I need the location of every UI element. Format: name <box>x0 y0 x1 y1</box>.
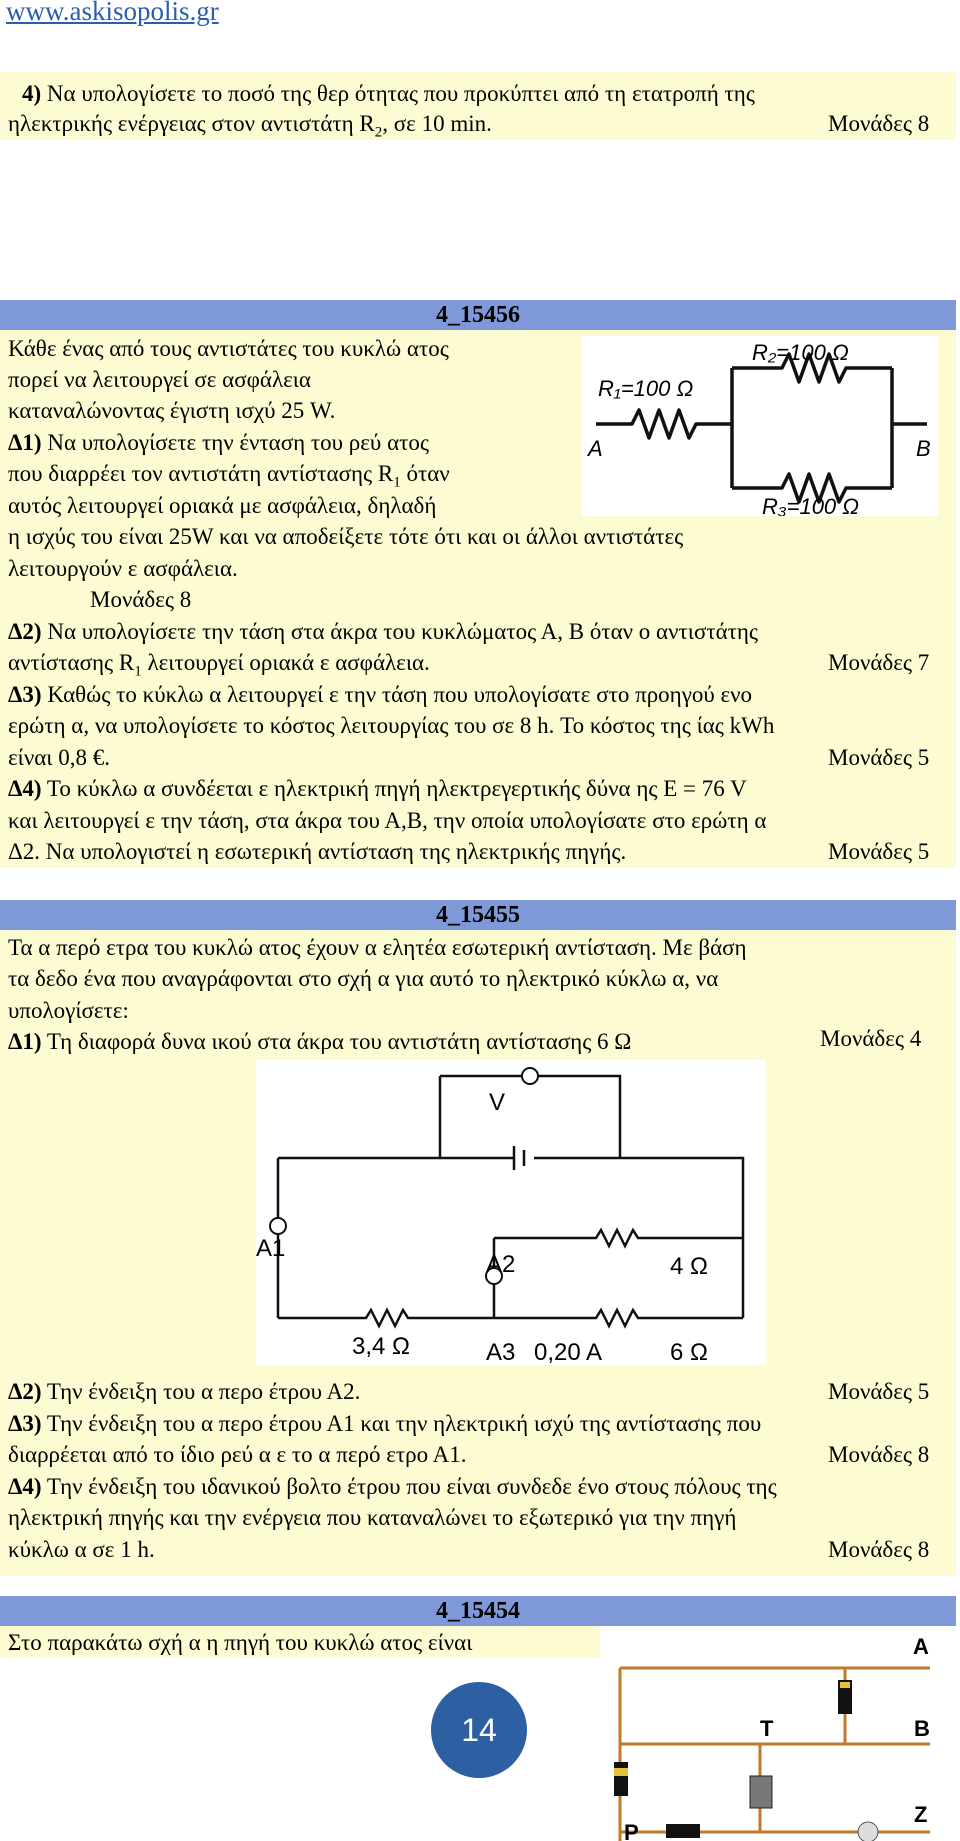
p15455-line: υπολογίσετε: <box>8 998 129 1023</box>
p15456-marks: Μονάδες 5 <box>828 745 930 770</box>
p15456-line: λειτουργούν ε ασφάλεια. <box>8 556 238 581</box>
p15456-line: καταναλώνοντας έγιστη ισχύ 25 W. <box>8 398 336 423</box>
photo-label-z: Z <box>914 1802 928 1827</box>
resistor-circuit-figure <box>582 336 938 516</box>
p15456-marks: Μονάδες 7 <box>828 650 930 675</box>
resistor-34-label: 3,4 Ω <box>352 1333 410 1360</box>
p15456-line: είναι 0,8 €. <box>8 745 110 770</box>
p15455-d4: Δ4) Την ένδειξη του ιδανικού βολτο έτρου που είναι συνδεδε ένο στους πόλους της <box>8 1474 777 1499</box>
photo-label-a: A <box>913 1634 929 1659</box>
p15455-d2: Δ2) Την ένδειξη του α περο έτρου Α2. <box>8 1379 361 1404</box>
problem-code-bar: 4_15454 <box>0 1596 956 1626</box>
p15455-marks: Μονάδες 8 <box>828 1442 930 1467</box>
photo-label-p: P <box>624 1820 639 1841</box>
p15455-line: Τα α περό ετρα του κυκλώ ατος έχουν α ελητέα εσωτερική αντίσταση. Με βάση <box>8 935 747 960</box>
p15456-d2: Δ2) Να υπολογίσετε την τάση στα άκρα του κυκλώματος Α, Β όταν ο αντιστάτης <box>8 619 759 644</box>
p15456-line: που διαρρέει τον αντιστάτη αντίστασης $R_1$ όταν <box>8 461 450 491</box>
p15455-line: ηλεκτρική πηγής και την ενέργεια που καταναλώνει το εξωτερικό για την πηγή <box>8 1505 737 1530</box>
voltmeter-label: V <box>489 1089 506 1116</box>
p15456-line: αντίστασης $R_1$ λειτουργεί οριακά ε ασφάλεια. <box>8 650 430 680</box>
p15456-line: Κάθε ένας από τους αντιστάτες του κυκλώ ατος <box>8 336 449 361</box>
r2-label: R₂=100 Ω <box>752 340 849 365</box>
p15456-line: ερώτη α, να υπολογίσετε το κόστος λειτουργίας του σε 8 h. Το κόστος της ίας kWh <box>8 713 775 738</box>
photo-circuit-figure <box>600 1626 950 1841</box>
current-a3-label: 0,20 A <box>534 1339 603 1365</box>
page-number-badge: 14 <box>431 1682 527 1778</box>
p15456-line: αυτός λειτουργεί οριακά με ασφάλεια, δηλαδή <box>8 493 437 518</box>
p15456-d4: Δ4) Το κύκλω α συνδέεται ε ηλεκτρική πηγή ηλεκτρεγερτικής δύνα ης E = 76 V <box>8 776 747 801</box>
p15456-marks: Μονάδες 5 <box>828 839 930 864</box>
node-b-label: B <box>916 436 931 461</box>
p15455-line: διαρρέεται από το ίδιο ρεύ α ε το α περό ετρο Α1. <box>8 1442 467 1467</box>
r1-label: R₁=100 Ω <box>598 376 694 401</box>
p15456-d3: Δ3) Καθώς το κύκλω α λειτουργεί ε την τάση που υπολογίσατε στο προηγού ενο <box>8 682 753 707</box>
ammeter-a1-label: A1 <box>256 1235 286 1262</box>
ammeter-a3-label: A3 <box>486 1339 516 1365</box>
problem-code-bar: 4_15456 <box>0 300 956 330</box>
p15456-line: πορεί να λειτουργεί σε ασφάλεια <box>8 367 311 392</box>
header-link[interactable]: www.askisopolis.gr <box>6 0 219 26</box>
p15456-d1: Δ1) Να υπολογίσετε την ένταση του ρεύ ατος <box>8 430 429 455</box>
prev-question-marks: Μονάδες 8 <box>828 111 930 136</box>
p15455-d1: Δ1) Τη διαφορά δυνα ικού στα άκρα του αντιστάτη αντίστασης 6 Ω <box>8 1029 632 1054</box>
r3-label: R₃=100 Ω <box>762 494 860 516</box>
problem-code-bar: 4_15455 <box>0 900 956 930</box>
photo-label-b: B <box>914 1716 930 1741</box>
p15455-line: τα δεδο ένα που αναγράφονται στο σχή α για αυτό το ηλεκτρικό κύκλω α, να <box>8 966 719 991</box>
p15454-line: Στο παρακάτω σχή α η πηγή του κυκλώ ατος είναι <box>8 1630 473 1655</box>
prev-question-line1: 4) Να υπολογίσετε το ποσό της θερ ότητας που προκύπτει από τη ετατροπή της <box>22 81 755 106</box>
node-a-label: A <box>588 436 603 461</box>
ammeter-circuit-figure <box>256 1060 766 1365</box>
p15455-marks: Μονάδες 5 <box>828 1379 930 1404</box>
p15456-line: Δ2. Να υπολογιστεί η εσωτερική αντίσταση της ηλεκτρικής πηγής. <box>8 839 627 864</box>
p15455-marks: Μονάδες 4 <box>820 1026 922 1051</box>
p15455-line: κύκλω α σε 1 h. <box>8 1537 155 1562</box>
ammeter-a2-label: A2 <box>486 1251 516 1278</box>
p15455-marks: Μονάδες 8 <box>828 1537 930 1562</box>
resistor-6-label: 6 Ω <box>670 1339 708 1365</box>
p15456-line: η ισχύς του είναι 25W και να αποδείξετε τότε ότι και οι άλλοι αντιστάτες <box>8 524 684 549</box>
p15456-line: και λειτουργεί ε την τάση, στα άκρα του Α,Β, την οποία υπολογίσατε στο ερώτη α <box>8 808 767 833</box>
p15456-marks: Μονάδες 8 <box>90 587 192 612</box>
p15455-d3: Δ3) Την ένδειξη του α περο έτρου Α1 και την ηλεκτρική ισχύ της αντίστασης που <box>8 1411 762 1436</box>
prev-question-line2: ηλεκτρικής ενέργειας στον αντιστάτη $R_2$, σε 10 min. <box>8 111 492 141</box>
photo-label-t: T <box>760 1716 774 1741</box>
resistor-4-label: 4 Ω <box>670 1253 708 1280</box>
